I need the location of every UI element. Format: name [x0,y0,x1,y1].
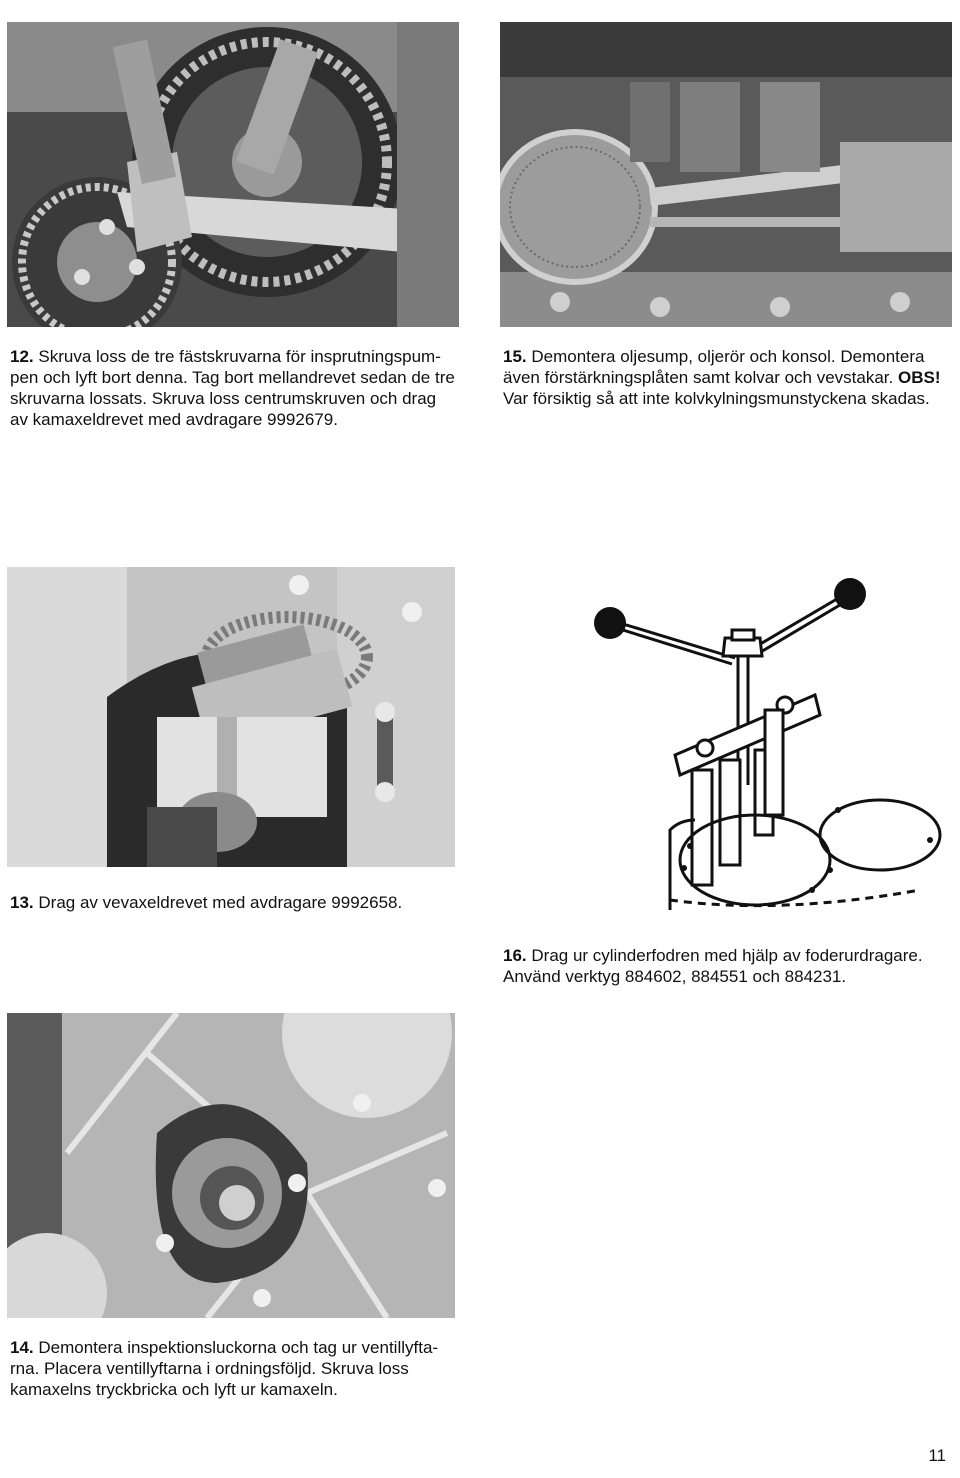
caption-14-number: 14. [10,1338,34,1357]
caption-15-text-before: Demontera oljesump, oljerör och konsol. Demontera även förstärkningsplåten samt kolvar och vevstakar. [503,347,925,387]
caption-15 [503,346,953,409]
photo-camshaft-thrust-plate [7,1013,455,1318]
caption-14 [10,1337,455,1400]
caption-13-number: 13. [10,893,34,912]
caption-12-number: 12. [10,347,34,366]
caption-16-number: 16. [503,946,527,965]
photo-oil-pickup [500,22,952,327]
caption-15-text-after: Var försiktig så att inte kolvkylningsmunstyckena skadas. [503,389,930,408]
photo-crankshaft-gear [7,567,455,867]
caption-13 [10,892,455,913]
caption-14-text: Demontera inspektionsluckorna och tag ur ventillyfta-rna. Placera ventillyftarna i ordningsföljd. Skruva loss kamaxelns tryckbricka och lyft ur kamaxeln. [10,1338,439,1399]
drawing-liner-puller [580,570,955,915]
caption-15-number: 15. [503,347,527,366]
caption-16-text: Drag ur cylinderfodren med hjälp av foderurdragare. Använd verktyg 884602, 884551 och 884231. [503,946,923,986]
photo-camshaft-gear [7,22,459,327]
caption-16 [503,945,953,987]
page-number: 11 [928,1446,946,1465]
caption-15-obs-label: OBS! [897,368,941,387]
caption-12-text: Skruva loss de tre fästskruvarna för insprutningspum-pen och lyft bort denna. Tag bort mellandrevet sedan de tre skruvarna lossats. Skruva loss centrumskruven och drag av kamaxeldrevet med avdragare 9992679. [10,347,455,429]
caption-12 [10,346,455,430]
caption-13-text: Drag av vevaxeldrevet med avdragare 9992658. [38,893,403,912]
